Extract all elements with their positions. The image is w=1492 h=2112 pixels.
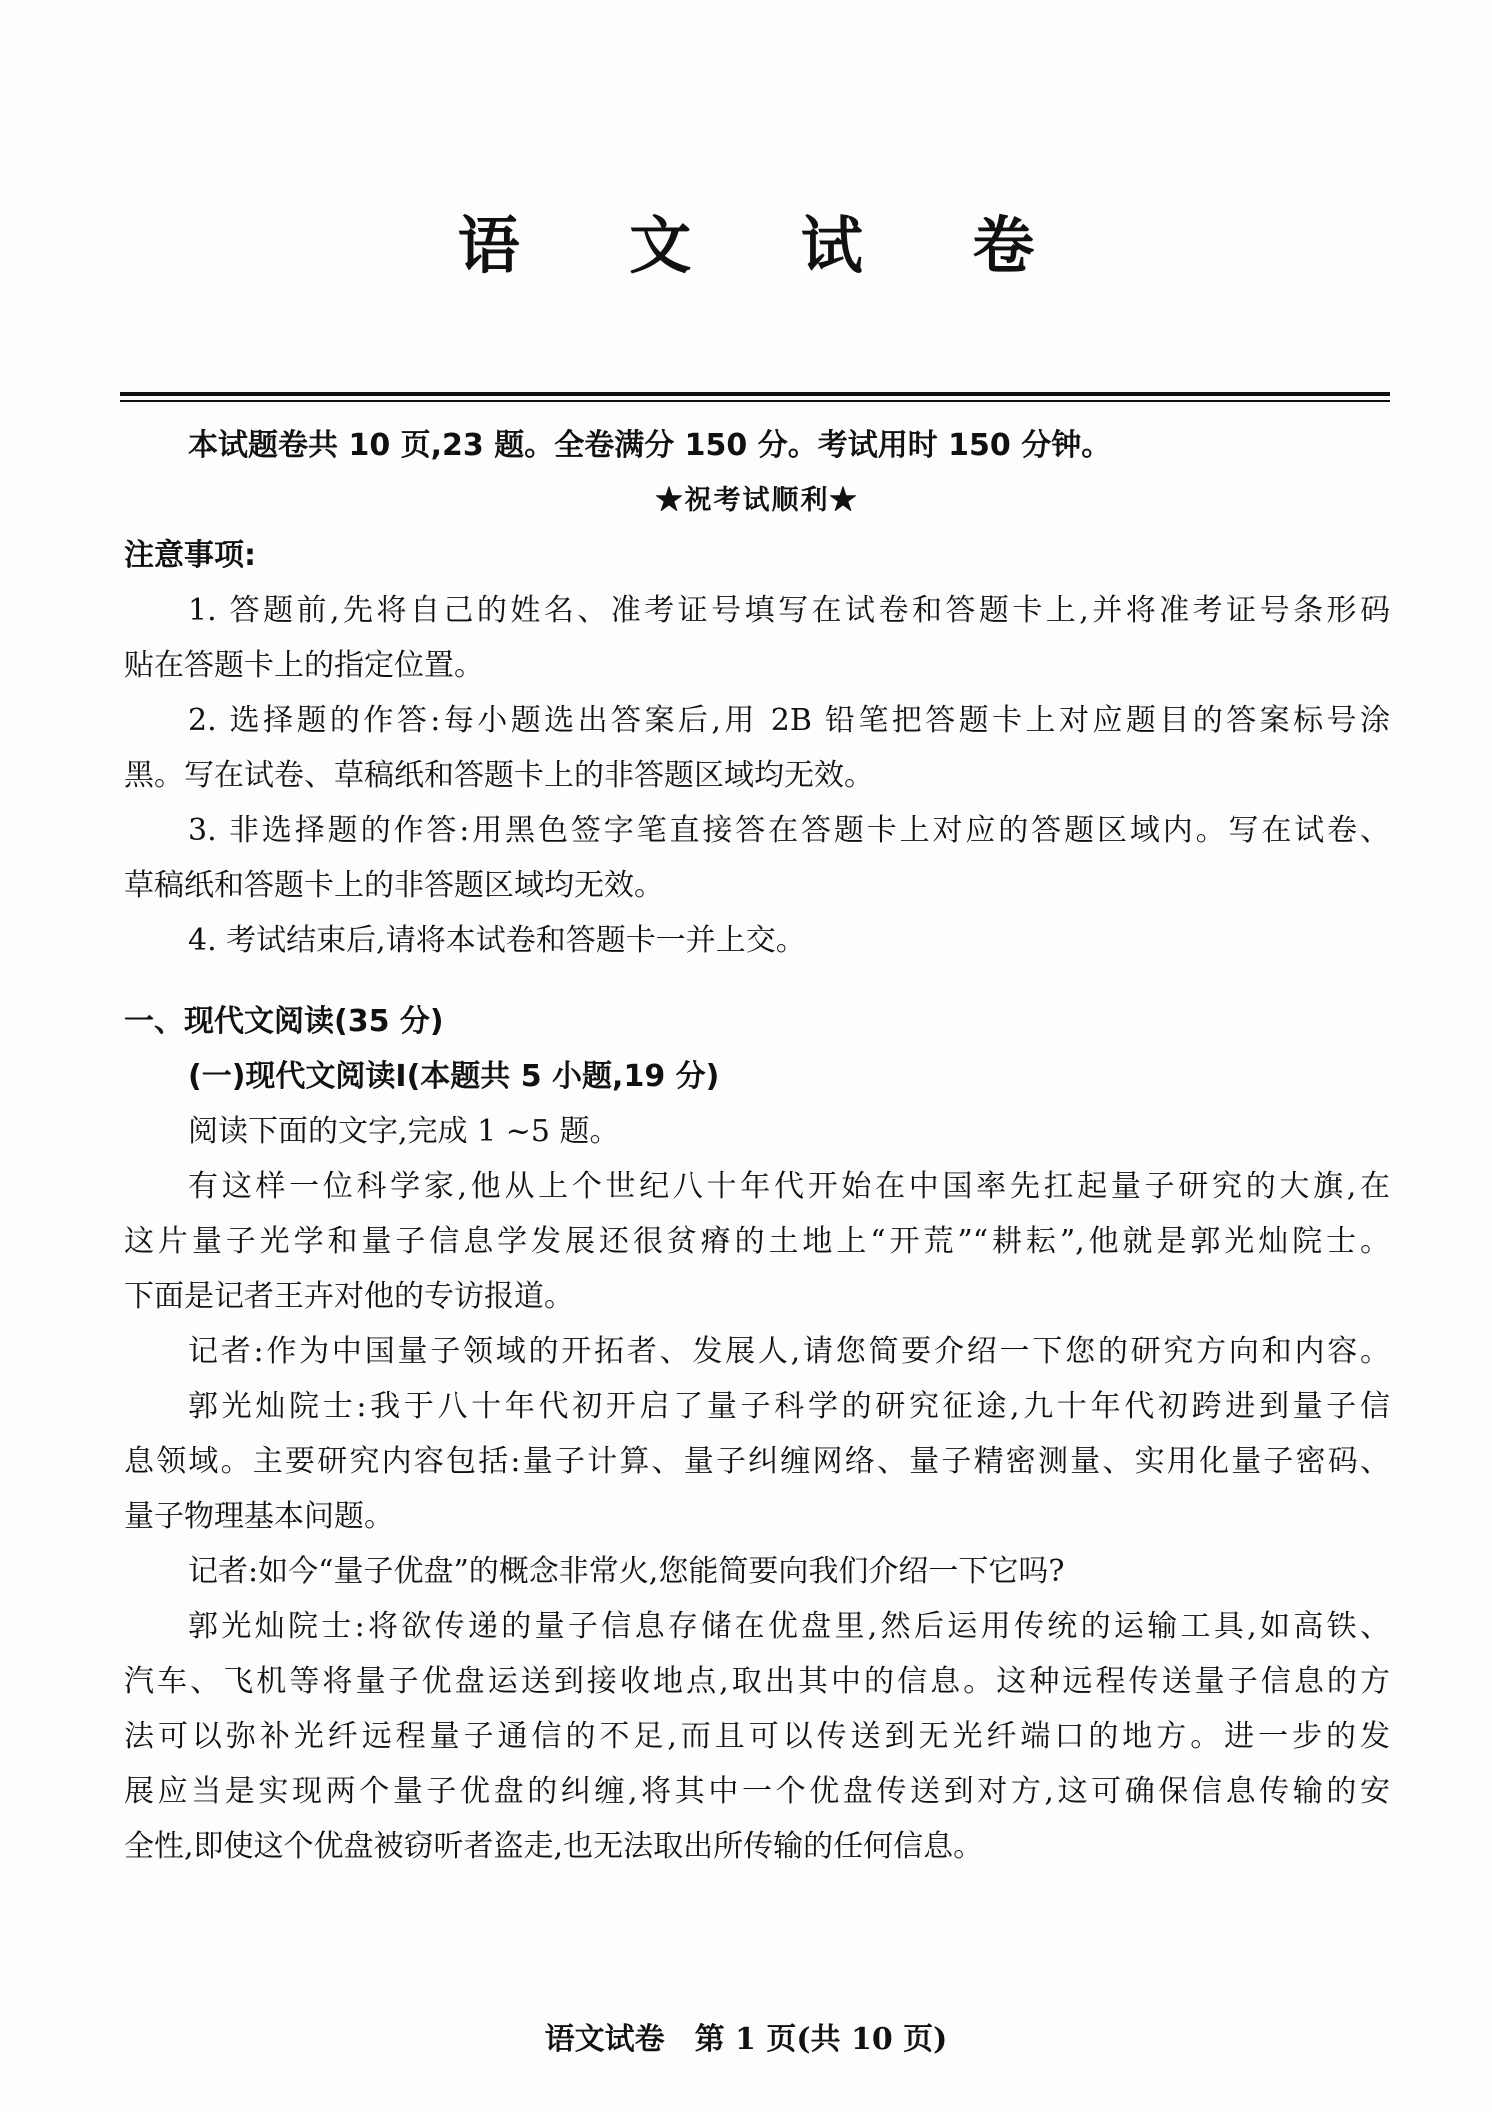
exam-title: 语 文 试 卷 bbox=[457, 209, 1079, 282]
notice-line: 贴在答题卡上的指定位置。 bbox=[124, 648, 484, 683]
section-gap bbox=[124, 968, 1390, 994]
exam-intro: 本试题卷共 10 页,23 题。全卷满分 150 分。考试用时 150 分钟。 bbox=[188, 428, 1112, 463]
reading-instruction: 阅读下面的文字,完成 1 ~5 题。 bbox=[188, 1114, 620, 1149]
subsection-heading: (一)现代文阅读Ⅰ(本题共 5 小题,19 分) bbox=[188, 1059, 720, 1094]
passage-line: 展应当是实现两个量子优盘的纠缠,将其中一个优盘传送到对方,这可确保信息传输的安 bbox=[124, 1774, 1390, 1809]
passage-line: 记者:如今“量子优盘”的概念非常火,您能简要向我们介绍一下它吗? bbox=[188, 1554, 1065, 1589]
passage-line: 郭光灿院士:将欲传递的量子信息存储在优盘里,然后运用传统的运输工具,如高铁、 bbox=[188, 1609, 1390, 1644]
exam-content bbox=[124, 418, 1390, 1874]
notice-line: 4. 考试结束后,请将本试卷和答题卡一并上交。 bbox=[188, 923, 806, 958]
header-rule-thick bbox=[120, 392, 1390, 396]
passage-line: 汽车、飞机等将量子优盘运送到接收地点,取出其中的信息。这种远程传送量子信息的方 bbox=[124, 1664, 1390, 1699]
notice-line: 草稿纸和答题卡上的非答题区域均无效。 bbox=[124, 868, 664, 903]
passage-line: 这片量子光学和量子信息学发展还很贫瘠的土地上“开荒”“耕耘”,他就是郭光灿院士。 bbox=[124, 1224, 1390, 1259]
passage-line: 下面是记者王卉对他的专访报道。 bbox=[124, 1279, 574, 1314]
passage-line: 法可以弥补光纤远程量子通信的不足,而且可以传送到无光纤端口的地方。进一步的发 bbox=[124, 1719, 1390, 1754]
good-luck-banner: ★祝考试顺利★ bbox=[655, 485, 859, 516]
notice-line: 1. 答题前,先将自己的姓名、准考证号填写在试卷和答题卡上,并将准考证号条形码 bbox=[188, 593, 1390, 628]
notice-line: 3. 非选择题的作答:用黑色签字笔直接答在答题卡上对应的答题区域内。写在试卷、 bbox=[188, 813, 1390, 848]
notice-line: 2. 选择题的作答:每小题选出答案后,用 2B 铅笔把答题卡上对应题目的答案标号涂 bbox=[188, 703, 1390, 738]
passage-line: 量子物理基本问题。 bbox=[124, 1499, 394, 1534]
notice-heading: 注意事项: bbox=[124, 538, 256, 573]
passage-line: 息领域。主要研究内容包括:量子计算、量子纠缠网络、量子精密测量、实用化量子密码、 bbox=[124, 1444, 1390, 1479]
page-footer: 语文试卷 第 1 页(共 10 页) bbox=[544, 2022, 948, 2057]
passage-line: 全性,即使这个优盘被窃听者盗走,也无法取出所传输的任何信息。 bbox=[124, 1829, 984, 1864]
section-heading: 一、现代文阅读(35 分) bbox=[124, 1004, 444, 1039]
passage-line: 郭光灿院士:我于八十年代初开启了量子科学的研究征途,九十年代初跨进到量子信 bbox=[188, 1389, 1390, 1424]
header-rule-thin bbox=[120, 400, 1390, 402]
passage-line: 有这样一位科学家,他从上个世纪八十年代开始在中国率先扛起量子研究的大旗,在 bbox=[188, 1169, 1390, 1204]
passage-line: 记者:作为中国量子领域的开拓者、发展人,请您简要介绍一下您的研究方向和内容。 bbox=[188, 1334, 1390, 1369]
notice-line: 黑。写在试卷、草稿纸和答题卡上的非答题区域均无效。 bbox=[124, 758, 874, 793]
